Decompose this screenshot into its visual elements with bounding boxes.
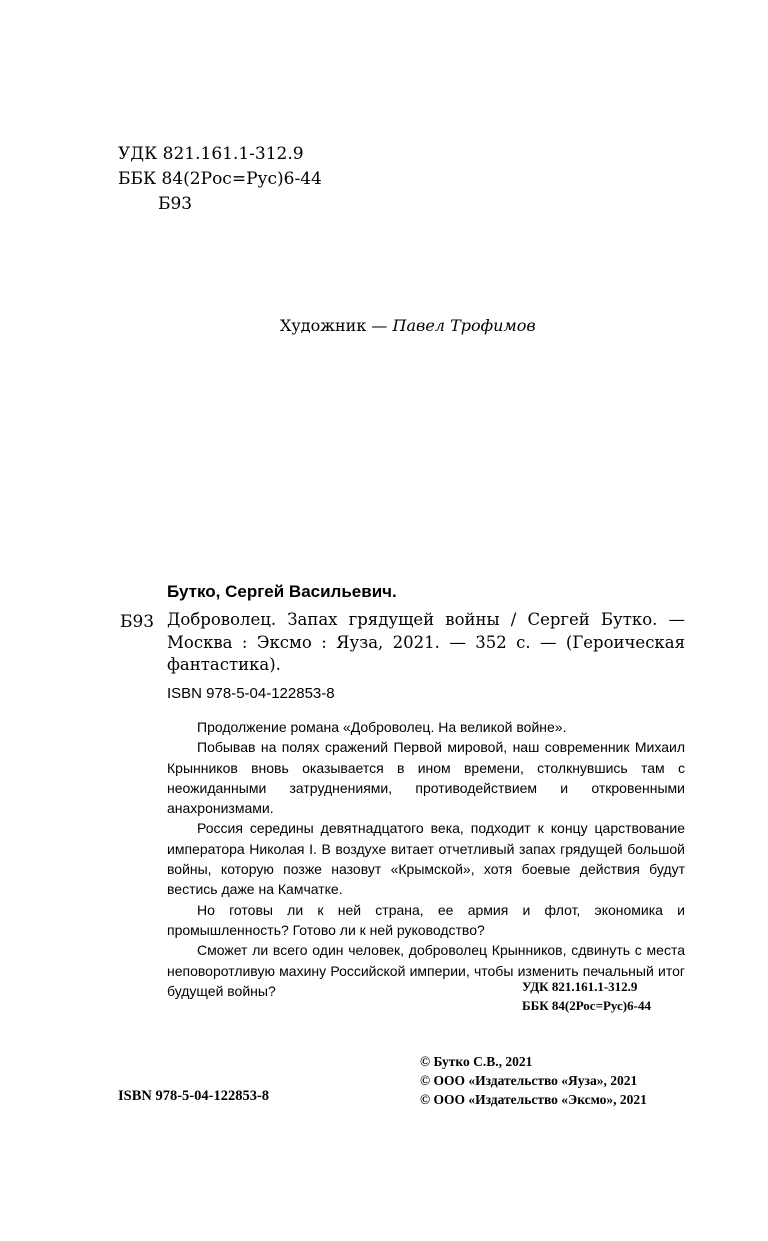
- annotation: [167, 717, 685, 1001]
- annotation-paragraph: Россия середины девятнадцатого века, подходит к концу царствование императора Николая I. В воздухе витает отчетливый запах грядущей большой войны, которую позже назовут «Крымской», хотя боевые действия будут вестись даже на Камчатке.: [167, 820, 685, 898]
- bibliographic-description: Доброволец. Запах грядущей войны / Сергей Бутко. — Москва : Эксмо : Яуза, 2021. — 352 с. — (Героическая фантастика).: [167, 610, 685, 674]
- udk-code-bottom: УДК 821.161.1-312.9: [522, 979, 638, 994]
- copyright-block: [420, 1052, 647, 1109]
- annotation-paragraph: Побывав на полях сражений Первой мировой, наш современник Михаил Крынников вновь оказывается в ином времени, столкнувшись там с неожиданными затруднениями, противодействием и откровенными анахронизмами.: [167, 739, 685, 817]
- artist-name: Павел Трофимов: [392, 316, 536, 335]
- bbk-code: ББК 84(2Рос=Рус)6-44: [118, 169, 322, 189]
- record-author-mark: Б93: [120, 612, 155, 632]
- classification-codes-bottom: [522, 977, 651, 1015]
- bbk-code-bottom: ББК 84(2Рос=Рус)6-44: [522, 998, 651, 1013]
- copyright-line: © ООО «Издательство «Эксмо», 2021: [420, 1092, 647, 1107]
- annotation-paragraph: Сможет ли всего один человек, доброволец Крынников, сдвинуть с места неповоротливую махину Российской империи, чтобы изменить печальный итог будущей войны?: [167, 942, 685, 999]
- udk-code: УДК 821.161.1-312.9: [118, 144, 304, 164]
- classification-codes: [118, 142, 322, 217]
- artist-label: Художник —: [280, 316, 393, 335]
- record-author: Бутко, Сергей Васильевич.: [167, 582, 397, 601]
- artist-credit: [280, 315, 536, 337]
- copyright-line: © Бутко С.В., 2021: [420, 1054, 533, 1069]
- annotation-paragraph: Продолжение романа «Доброволец. На великой войне».: [197, 719, 567, 735]
- record-isbn: ISBN 978-5-04-122853-8: [167, 685, 335, 702]
- copyright-line: © ООО «Издательство «Яуза», 2021: [420, 1073, 638, 1088]
- isbn-bottom: ISBN 978-5-04-122853-8: [118, 1088, 270, 1104]
- author-mark: Б93: [158, 194, 193, 214]
- annotation-paragraph: Но готовы ли к ней страна, ее армия и флот, экономика и промышленность? Готово ли к ней руководство?: [167, 901, 685, 938]
